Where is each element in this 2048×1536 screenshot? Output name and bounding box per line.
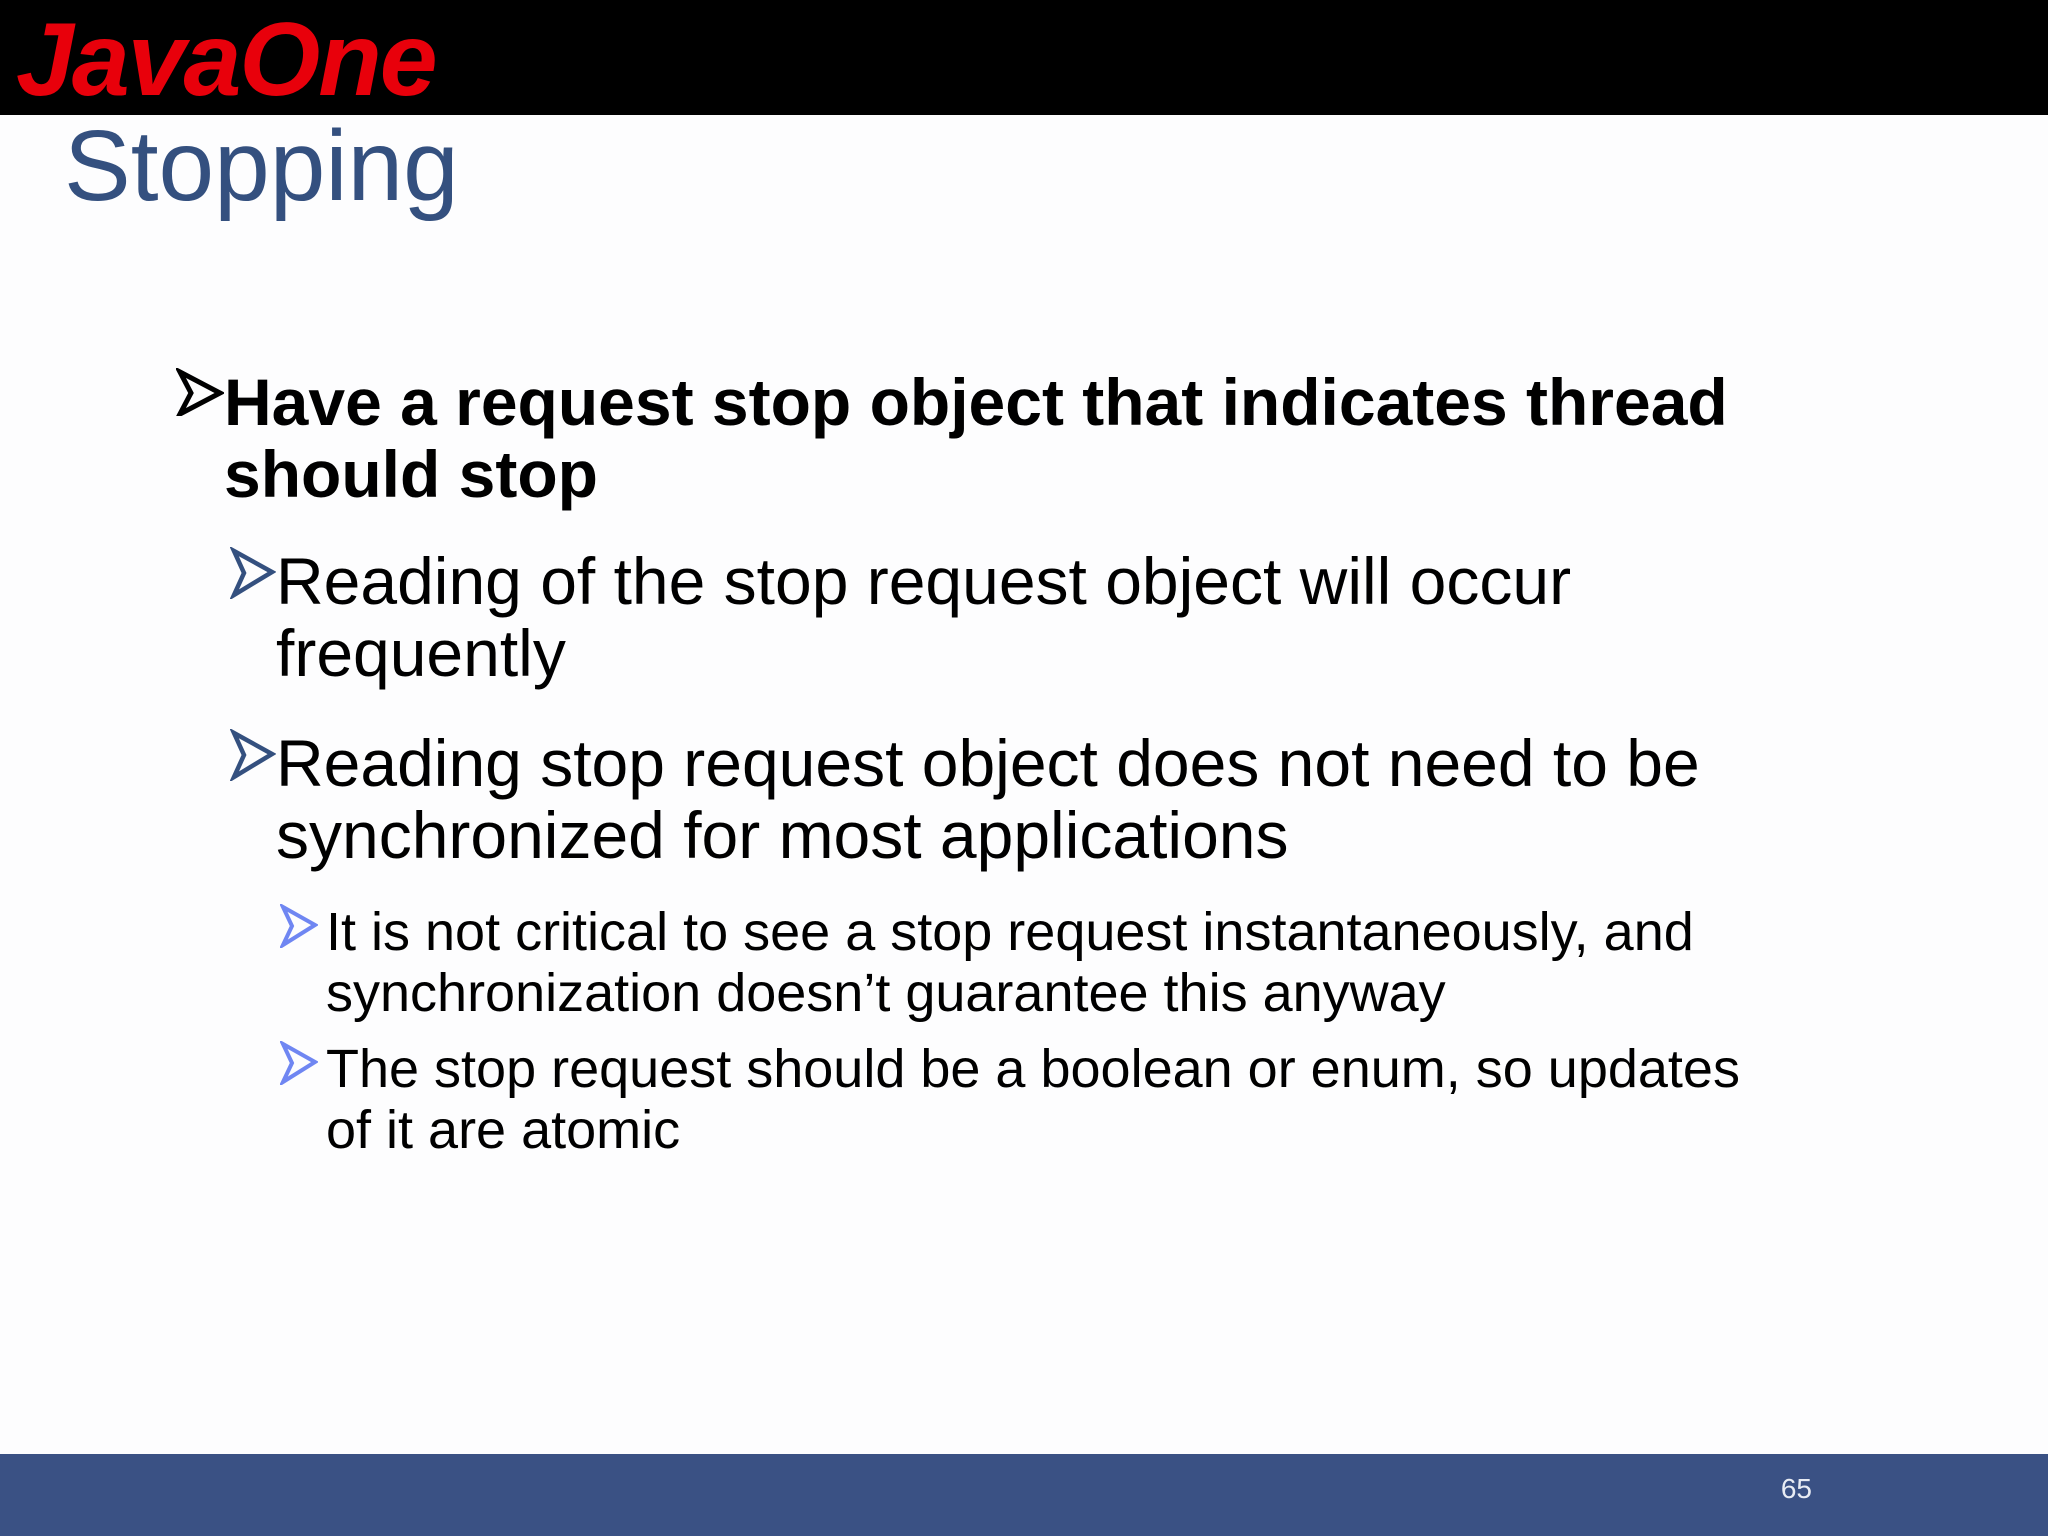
javaone-logo: JavaOne bbox=[16, 2, 436, 118]
top-bar bbox=[0, 0, 2048, 118]
bullet-text bbox=[224, 366, 1728, 510]
bullet-line: It is not critical to see a stop request instantaneously, and bbox=[326, 902, 1694, 962]
bullet-text bbox=[326, 902, 1694, 1024]
bullet-text bbox=[276, 727, 1700, 871]
bullet-line: Reading of the stop request object will occur bbox=[276, 544, 1572, 618]
bullet-line: synchronized for most applications bbox=[276, 798, 1289, 872]
slide-title: Stopping bbox=[64, 110, 459, 222]
bullet-level-2 bbox=[230, 727, 1700, 871]
bullet-line: The stop request should be a boolean or enum, so updates bbox=[326, 1039, 1740, 1099]
bullet-line: Reading stop request object does not need to be bbox=[276, 726, 1700, 800]
arrowhead-bullet-icon bbox=[280, 1041, 318, 1085]
arrowhead-bullet-icon bbox=[230, 729, 276, 781]
arrowhead-bullet-icon bbox=[280, 904, 318, 948]
bullet-text bbox=[276, 545, 1571, 689]
bullet-level-1 bbox=[176, 366, 1728, 510]
bullet-level-3 bbox=[280, 902, 1694, 1024]
arrowhead-bullet-icon bbox=[176, 368, 224, 416]
bullet-line: synchronization doesn’t guarantee this anyway bbox=[326, 963, 1446, 1023]
bullet-line: of it are atomic bbox=[326, 1100, 681, 1160]
footer-bar bbox=[0, 1454, 2048, 1536]
bullet-line: Have a request stop object that indicates thread bbox=[224, 365, 1728, 439]
bullet-text bbox=[326, 1039, 1740, 1161]
page-number: 65 bbox=[1780, 1473, 1812, 1504]
arrowhead-bullet-icon bbox=[230, 547, 276, 599]
bullet-level-3 bbox=[280, 1039, 1740, 1161]
bullet-line: should stop bbox=[224, 437, 598, 511]
bullet-level-2 bbox=[230, 545, 1571, 689]
bullet-line: frequently bbox=[276, 616, 566, 690]
